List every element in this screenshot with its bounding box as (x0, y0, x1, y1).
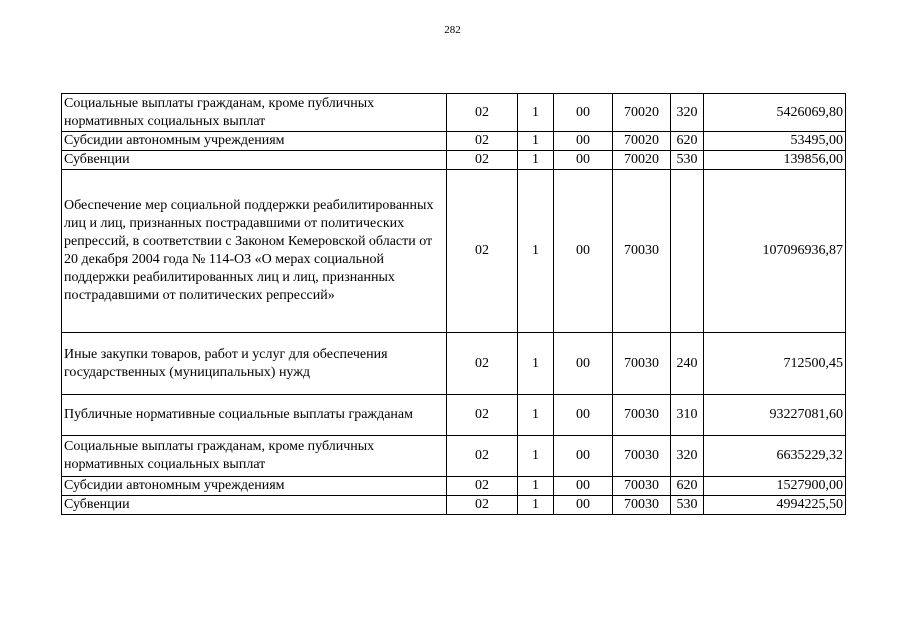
amount-cell: 139856,00 (704, 151, 846, 170)
amount-cell: 712500,45 (704, 333, 846, 395)
code-cell: 70030 (613, 436, 671, 477)
table-row (62, 94, 846, 132)
code-cell: 02 (447, 94, 518, 132)
code-cell: 320 (671, 436, 704, 477)
code-cell: 02 (447, 151, 518, 170)
code-cell: 530 (671, 151, 704, 170)
code-cell: 02 (447, 496, 518, 515)
code-cell: 1 (518, 94, 554, 132)
code-cell: 00 (554, 132, 613, 151)
code-cell: 02 (447, 395, 518, 436)
code-cell: 1 (518, 496, 554, 515)
code-cell: 310 (671, 395, 704, 436)
code-cell: 70020 (613, 132, 671, 151)
code-cell: 1 (518, 333, 554, 395)
code-cell: 00 (554, 436, 613, 477)
row-name-cell: Иные закупки товаров, работ и услуг для обеспечения государственных (муниципальных) нужд (62, 333, 447, 395)
code-cell: 02 (447, 436, 518, 477)
code-cell: 620 (671, 477, 704, 496)
code-cell: 70030 (613, 395, 671, 436)
budget-table (61, 93, 846, 515)
code-cell (671, 170, 704, 333)
code-cell: 70030 (613, 170, 671, 333)
row-name-cell: Субвенции (62, 496, 447, 515)
amount-cell: 93227081,60 (704, 395, 846, 436)
table-row (62, 170, 846, 333)
code-cell: 240 (671, 333, 704, 395)
code-cell: 320 (671, 94, 704, 132)
code-cell: 00 (554, 477, 613, 496)
code-cell: 02 (447, 477, 518, 496)
row-name-cell: Социальные выплаты гражданам, кроме публичных нормативных социальных выплат (62, 94, 447, 132)
code-cell: 70020 (613, 94, 671, 132)
amount-cell: 5426069,80 (704, 94, 846, 132)
code-cell: 70030 (613, 333, 671, 395)
table-row (62, 477, 846, 496)
code-cell: 1 (518, 151, 554, 170)
code-cell: 00 (554, 496, 613, 515)
code-cell: 00 (554, 395, 613, 436)
page-number: 282 (444, 24, 461, 36)
code-cell: 00 (554, 94, 613, 132)
amount-cell: 53495,00 (704, 132, 846, 151)
code-cell: 1 (518, 132, 554, 151)
amount-cell: 1527900,00 (704, 477, 846, 496)
row-name-cell: Субвенции (62, 151, 447, 170)
amount-cell: 4994225,50 (704, 496, 846, 515)
code-cell: 70030 (613, 496, 671, 515)
code-cell: 1 (518, 170, 554, 333)
code-cell: 530 (671, 496, 704, 515)
code-cell: 02 (447, 132, 518, 151)
code-cell: 00 (554, 170, 613, 333)
code-cell: 1 (518, 395, 554, 436)
code-cell: 620 (671, 132, 704, 151)
amount-cell: 6635229,32 (704, 436, 846, 477)
row-name-cell: Субсидии автономным учреждениям (62, 132, 447, 151)
row-name-cell: Публичные нормативные социальные выплаты гражданам (62, 395, 447, 436)
code-cell: 70030 (613, 477, 671, 496)
row-name-cell: Обеспечение мер социальной поддержки реабилитированных лиц и лиц, признанных пострадавшими от политических репрессий, в соответствии с Законом Кемеровской области от 20 декабря 2004 года № 114-ОЗ «О мерах социальной поддержки реабилитированных лиц и лиц, признанных пострадавшими от политических репрессий» (62, 170, 447, 333)
code-cell: 02 (447, 170, 518, 333)
code-cell: 00 (554, 151, 613, 170)
table-row (62, 333, 846, 395)
code-cell: 1 (518, 477, 554, 496)
code-cell: 00 (554, 333, 613, 395)
code-cell: 02 (447, 333, 518, 395)
amount-cell: 107096936,87 (704, 170, 846, 333)
row-name-cell: Социальные выплаты гражданам, кроме публичных нормативных социальных выплат (62, 436, 447, 477)
table-row (62, 395, 846, 436)
row-name-cell: Субсидии автономным учреждениям (62, 477, 447, 496)
table-row (62, 132, 846, 151)
code-cell: 70020 (613, 151, 671, 170)
table-row (62, 436, 846, 477)
table-row (62, 496, 846, 515)
code-cell: 1 (518, 436, 554, 477)
table-row (62, 151, 846, 170)
